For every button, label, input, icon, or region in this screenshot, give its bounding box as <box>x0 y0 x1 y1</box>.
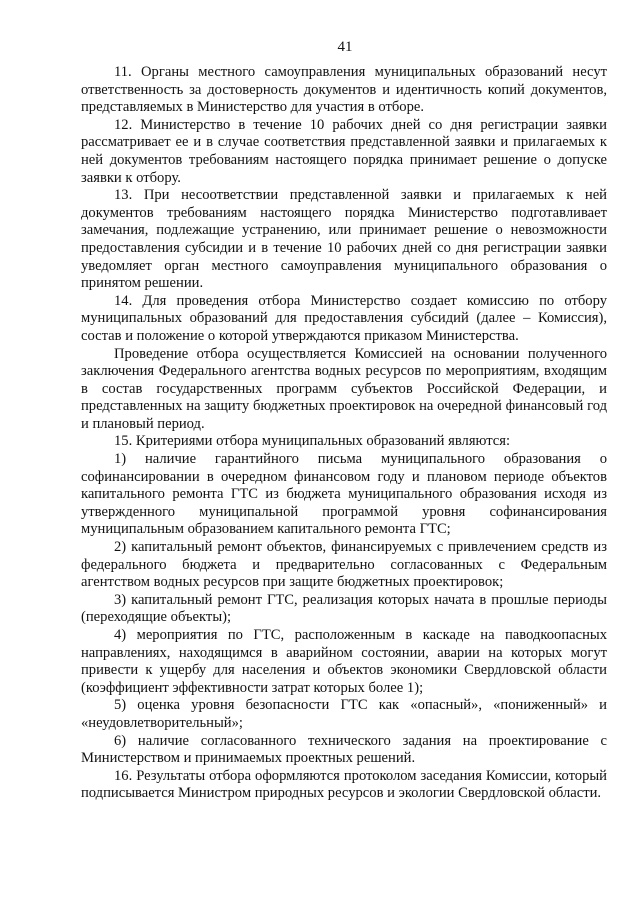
paragraph-16-results: 16. Результаты отбора оформляются протоколом заседания Комиссии, который подписывается Министром природных ресурсов и экологии Свердловской области. <box>81 767 607 802</box>
paragraph-12-review: 12. Министерство в течение 10 рабочих дней со дня регистрации заявки рассматривает ее и в случае соответствия представленной заявки и прилагаемых к ней документов требованиям настоящего порядка принимает решение о допуске заявки к отбору. <box>81 116 607 186</box>
criterion-2: 2) капитальный ремонт объектов, финансируемых с привлечением средств из федерального бюджета и предварительно согласованных с Федеральным агентством водных ресурсов при защите бюджетных проектировок; <box>81 539 607 591</box>
criterion-1: 1) наличие гарантийного письма муниципального образования о софинансировании в очередном финансовом году и плановом периоде объектов капитального ремонта ГТС из бюджета муниципального образования исходя из утвержденного муниципальной программой уровня софинансирования муниципальным образованием капитального ремонта ГТС; <box>81 451 607 538</box>
paragraph-11-responsibility: 11. Органы местного самоуправления муниципальных образований несут ответственность за достоверность документов и идентичность копий документов, представляемых в Министерство для участия в отборе. <box>81 64 607 116</box>
paragraph-selection-basis: Проведение отбора осуществляется Комиссией на основании полученного заключения Федерального агентства водных ресурсов по мероприятиям, входящим в состав государственных программ субъектов Российской Федерации, и представленных на защиту бюджетных проектировок на очередной финансовый год и плановый период. <box>81 345 607 432</box>
criterion-6: 6) наличие согласованного технического задания на проектирование с Министерством и принимаемых проектных решений. <box>81 732 607 767</box>
page-number: 41 <box>337 39 353 55</box>
paragraph-15-criteria: 15. Критериями отбора муниципальных образований являются: <box>114 433 511 450</box>
paragraph-13-nonconformity: 13. При несоответствии представленной заявки и прилагаемых к ней документов требованиям настоящего порядка Министерство подготавливает замечания, подлежащие устранению, или принимает решение о невозможности предоставления субсидии и в течение 10 рабочих дней со дня регистрации заявки уведомляет орган местного самоуправления муниципального образования о принятом решении. <box>81 187 607 292</box>
paragraph-14-commission: 14. Для проведения отбора Министерство создает комиссию по отбору муниципальных образований для предоставления субсидий (далее – Комиссия), состав и положение о которой утверждаются приказом Министерства. <box>81 292 607 344</box>
criterion-4: 4) мероприятия по ГТС, расположенным в каскаде на паводкоопасных направлениях, находящимся в аварийном состоянии, аварии на которых могут привести к ущербу для населения и объектов экономики Свердловской области (коэффициент эффективности затрат которых более 1); <box>81 627 607 696</box>
criterion-5: 5) оценка уровня безопасности ГТС как «опасный», «пониженный» и «неудовлетворительный»; <box>81 697 607 731</box>
document-page <box>81 38 607 803</box>
criterion-3: 3) капитальный ремонт ГТС, реализация которых начата в прошлые периоды (переходящие объекты); <box>81 591 607 626</box>
